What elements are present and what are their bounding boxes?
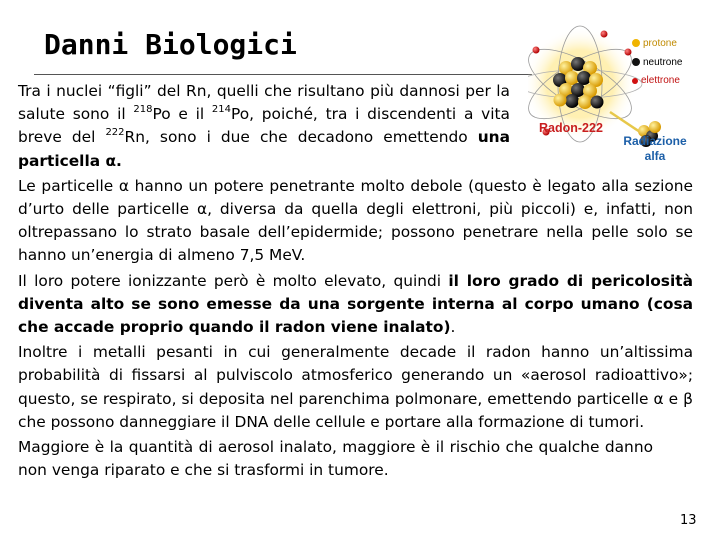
electron <box>625 49 632 56</box>
legend-protone <box>632 38 677 49</box>
paragraph-text: Il loro potere ionizzante però è molto elevato, quindi <box>18 271 449 290</box>
electron <box>601 31 608 38</box>
paragraph-1 <box>18 80 510 173</box>
paragraph-text: Tra i nuclei “figli” del Rn, quelli che risultano più dannosi per la salute sono il <box>18 82 510 124</box>
superscript: 222 <box>105 127 125 139</box>
page-number: 13 <box>680 513 697 528</box>
paragraph-5: Maggiore è la quantità di aerosol inalato, maggiore è il rischio che qualche danno non venga riparato e che si trasformi in tumore. <box>18 438 653 480</box>
paragraph-4: Inoltre i metalli pesanti in cui generalmente decade il radon hanno un’altissima probabilità di fissarsi al pulviscolo atmosferico generando un «aerosol radioattivo»; questo, se respirato, si deposita nel parenchima polmonare, emettendo particelle α e β che possono danneggiare il DNA delle cellule e portare alla formazione di tumori. <box>18 343 693 431</box>
paragraph-3 <box>18 270 693 340</box>
superscript: 218 <box>133 104 153 116</box>
bold-text: una particella α. <box>18 128 511 170</box>
electron <box>533 47 540 54</box>
legend-label: neutrone <box>643 57 683 68</box>
radon-label: Radon-222 <box>539 121 603 135</box>
bold-text: il loro grado di pericolosità diventa alto se sono emesse da una sorgente interna al corpo umano (cosa che accade proprio quando il radon viene inalato) <box>18 271 693 337</box>
alpha-label-line2: alfa <box>644 149 666 163</box>
paragraph-2: Le particelle α hanno un potere penetrante molto debole (questo è legato alla sezione d’urto delle particelle α, diversa da quella degli elettroni, più piccoli) e, infatti, non oltrepassano lo strato basale dell’epidermide; possono penetrare nella pelle solo se hanno un’energia di almeno 7,5 MeV. <box>18 176 693 265</box>
paragraph-text: Po e il <box>152 105 212 124</box>
paragraph-text: . <box>450 318 456 337</box>
neutron-dot-icon <box>632 58 640 66</box>
alpha-label-line1: Radiazione <box>623 134 687 148</box>
paragraph-text: Po, poiché, tra i discendenti a vita breve del <box>18 105 510 147</box>
paragraph-text: Rn, sono i due che decadono emettendo <box>124 128 478 147</box>
legend-label: protone <box>643 38 677 49</box>
legend-label: elettrone <box>641 75 680 86</box>
legend-neutrone <box>632 57 682 68</box>
proton-dot-icon <box>632 39 640 47</box>
page-title: Danni Biologici <box>44 28 297 61</box>
body-text <box>18 80 693 482</box>
superscript: 214 <box>211 104 231 116</box>
title-underline <box>34 74 532 75</box>
